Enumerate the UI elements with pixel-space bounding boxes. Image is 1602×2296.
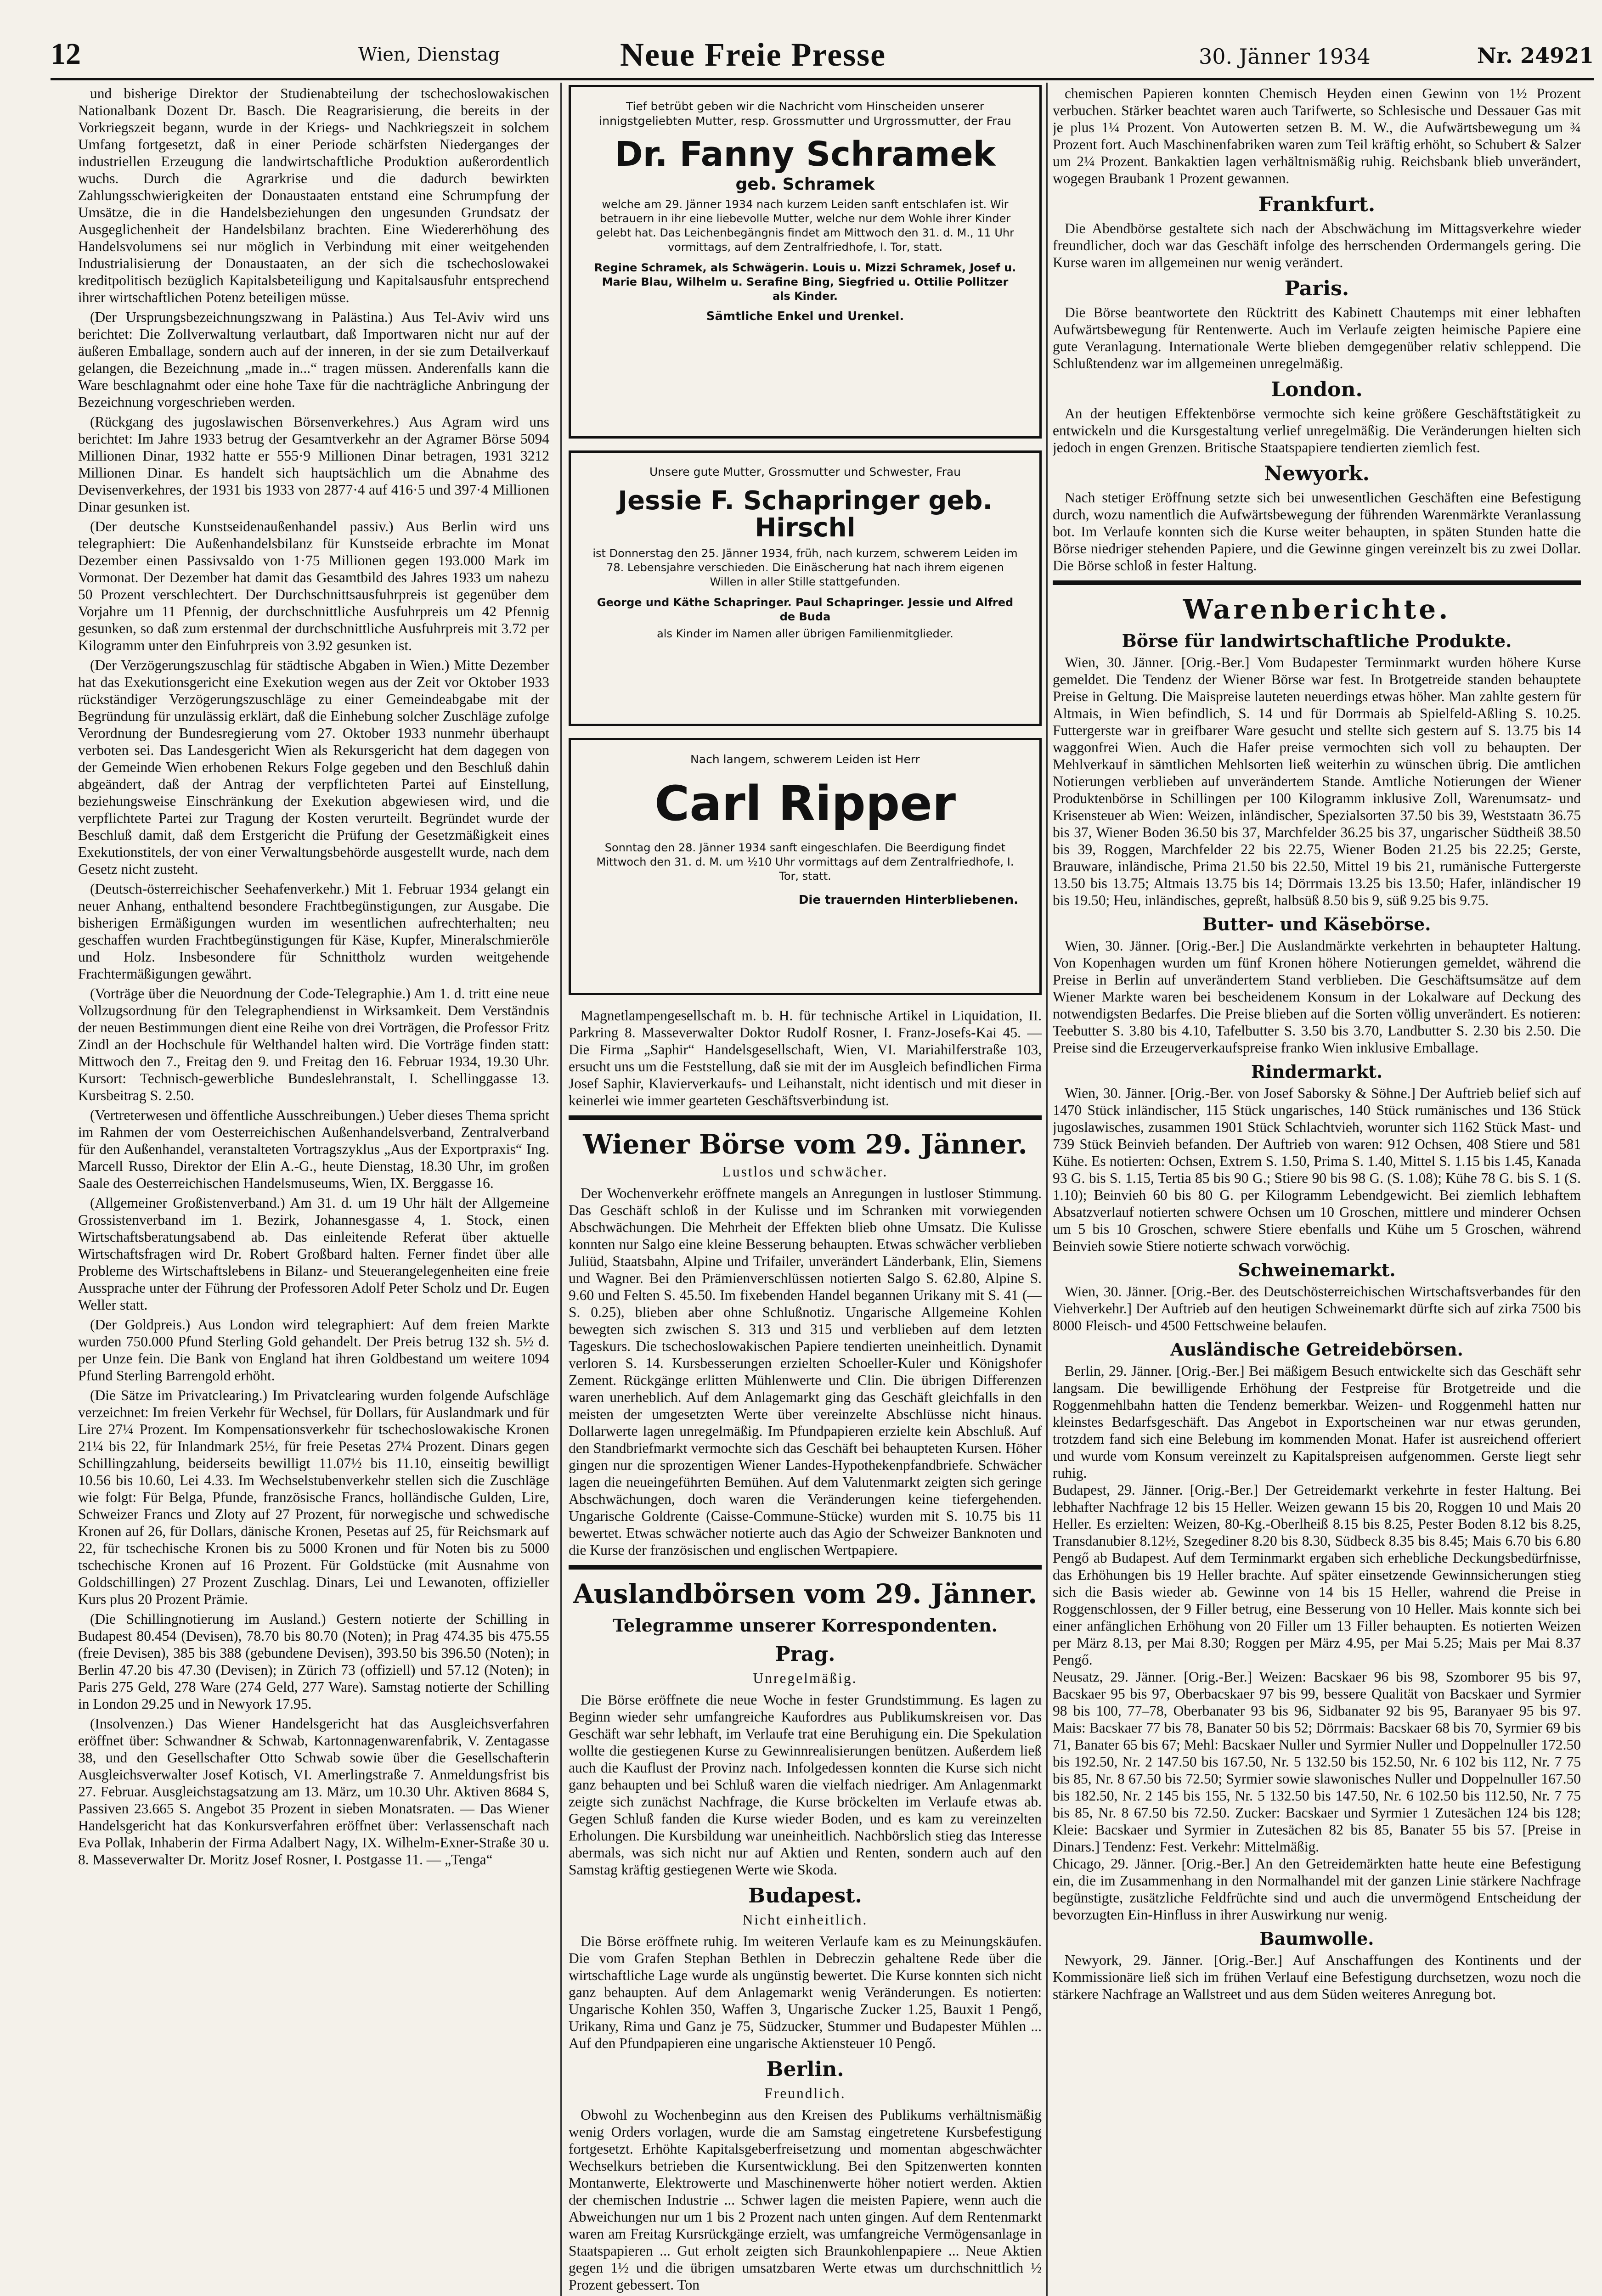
article-paragraph: Magnetlampengesellschaft m. b. H. für technische Artikel in Liquidation, II. Parkring 8. Masseverwalter Doktor Rudolf Rosner, I. Franz-Josefs-Kai 45. — Die Firma „Saphir“ Handelsgesellschaft, Wien, VI. Mariahilferstraße 103, ersucht uns um die Feststellung, daß sie mit der im Ausgleich befindlichen Firma Josef Saphir, Klavierverkaufs- und Leihanstalt, nicht identisch und mit dieser in keinerlei wie immer gearteten Geschäftsverbindung ist. [569,1007,1042,1109]
obituary-signature: Die trauernden Hinterbliebenen. [798,893,1018,907]
article-paragraph: Obwohl zu Wochenbeginn aus den Kreisen des Publikums verhältnismäßig wenig Orders vorlagen, wurde die am Samstag eingetretene Kursbefestigung fortgesetzt. Erhöhte Kapitalsgeberfreisetzung und momentan abgeschwächter Wechselkurs betrieben die Kursentwicklung. Bei den Spitzenwerten konnten Montanwerte, Elektrowerte und Maschinenwerte höher notiert werden. Aktien der chemischen Industrie ... Schwer lagen die meisten Papiere, wenn auch die Abweichungen nur um 1 bis 2 Prozent nach unten gingen. Auf dem Rentenmarkt waren am Freitag Kursrückgänge erzielt, was umfangreiche Vermögensanlage in Staatspapieren ... Gut erholt zeigten sich Braunkohlenpapiere ... Neue Aktien gegen 1½ und die übrigen umsatzbaren Werte etwas um durchschnittlich ½ Prozent gebessert. Ton [569,2107,1042,2293]
section-heading: Auslandbörsen vom 29. Jänner. [573,1578,1038,1609]
city-heading: Prag. [775,1643,835,1666]
city-heading: Budapest. [748,1884,862,1908]
obituary-notice [569,85,1042,439]
article-paragraph: (Allgemeiner Großistenverband.) Am 31. d. um 19 Uhr hält der Allgemeine Grossistenverband im 1. Bezirk, Johannesgasse 4, 1. Stock, einen Wirtschaftsberatungsabend ab. Das einleitende Referat über aktuelle Wirtschaftsfragen wird Dr. Robert Großbard halten. Ferner findet über alle Probleme des Wirtschaftslebens in Bilanz- und Steuerangelegenheiten eine freie Aussprache unter der Führung der Professoren Adolf Peter Scholz und Dr. Eugen Weller statt. [78,1195,549,1313]
section-rule [569,1565,1042,1570]
article-paragraph: (Vorträge über die Neuordnung der Code-Telegraphie.) Am 1. d. tritt eine neue Vollzugsordnung für den Telegraphendienst in Wirksamkeit. Dem Verständnis der neuen Bestimmungen dient eine Reihe von drei Vorträgen, die Professor Fritz Zindl an der Hochschule für Welthandel halten wird. Die Vorträge finden statt: Mittwoch den 7., Freitag den 9. und Freitag den 16. Februar 1934, 19.30 Uhr. Kursort: Technisch-gewerbliche Bundeslehranstalt, I. Schellinggasse 13. Kursbeitrag S. 2.50. [78,985,549,1103]
article-paragraph: (Deutsch-österreichischer Seehafenverkehr.) Mit 1. Februar 1934 gelangt ein neuer Anhang, enthaltend besondere Frachtbegünstigungen, zur Ausgabe. Die bisherigen Ermäßigungen wurden im wesentlichen aufrechterhalten; neu geschaffen wurden Frachtbegünstigungen für Käse, Kupfer, Mineralschmieröle und Holz. Insbesondere für Schnittholz wurden weitgehende Frachtermäßigungen gewährt. [78,881,549,982]
market-heading: Butter- und Käsebörse. [1202,914,1431,934]
tendency-label: Freundlich. [764,2085,846,2101]
obituary-name: Carl Ripper [654,776,956,832]
article-paragraph: Die Abendbörse gestaltete sich nach der Abschwächung im Mittagsverkehre wieder freundlicher, doch war das Geschäft infolge des herrschenden Ordermangels gering. Die Kurse waren im allgemeinen nur wenig verändert. [1053,220,1581,270]
article-paragraph: (Insolvenzen.) Das Wiener Handelsgericht hat das Ausgleichsverfahren eröffnet über: Schwandner & Schwab, Kartonnagenwarenfabrik, V. Zentagasse 38, und den Gesellschafter Otto Schwab sowie über die Gesellschafterin Ausgleichsverwalter Josef Kotisch, VI. Amerlingstraße 7. Anmeldungsfrist bis 27. Februar. Ausgleichstagsatzung am 13. März, um 10.30 Uhr. Aktiven 8684 S, Passiven 23.665 S. Angebot 35 Prozent in sieben Monatsraten. — Das Wiener Handelsgericht hat das Konkursverfahren eröffnet über: Verlassenschaft nach Eva Pollak, Inhaberin der Firma Adalbert Nagy, IX. Wilhelm-Exner-Straße 30 u. 8. Masseverwalter Dr. Moritz Josef Rosner, I. Postgasse 11. — „Tenga“ [78,1716,549,1868]
page-header [51,32,1594,76]
obituary-intro: Tief betrübt geben wir die Nachricht vom Hinscheiden unserer innigstgeliebten Mutter, resp. Grossmutter und Urgrossmutter, der Frau [599,100,1011,128]
article-paragraph: (Der Verzögerungszuschlag für städtische Abgaben in Wien.) Mitte Dezember hat das Exekutionsgericht eine Exekution wegen aus der Zeit vor Oktober 1933 rückständiger Verzögerungszuschläge zu einer Gemeindeabgabe mit der Begründung für unzulässig erklärt, daß die Einhebung solcher Zuschläge zufolge Verordnung der Bundesregierung vom 27. Oktober 1933 nunmehr überhaupt verboten sei. Das Landesgericht Wien als Rekursgericht hat dem dagegen von der Gemeinde Wien erhobenen Rekurs Folge gegeben und den Beschluß dahin abgeändert, daß der Antrag der verpflichteten Partei auf Einstellung, beziehungsweise Einschränkung der Exekution abgewiesen wird, und die verpflichtete Partei zur Tragung der Kosten verurteilt. Begründet wurde der Beschluß damit, daß dem Erstgericht die Prüfung der Gesetzmäßigkeit eines Exekutionstitels, der von einer Verwaltungsbehörde ausgestellt wurde, nach dem Gesetz nicht zusteht. [78,657,549,877]
article-paragraph: (Die Schillingnotierung im Ausland.) Gestern notierte der Schilling in Budapest 80.454 (Devisen), 78.70 bis 80.70 (Noten); in Prag 474.35 bis 475.55 (freie Devisen), 385 bis 388 (gebundene Devisen), 393.50 bis 396.50 (Noten); in Berlin 47.20 bis 47.30 (Devisen); in Zürich 73 (offiziell) und 57.12 (Noten); in Paris 275 Geld, 278 Ware (274 Geld, 277 Ware). Samstag notierte der Schilling in London 29.25 und in Newyork 17.95. [78,1611,549,1712]
article-paragraph: (Der Ursprungsbezeichnungszwang in Palästina.) Aus Tel-Aviv wird uns berichtet: Die Zollverwaltung verlautbart, daß Importwaren nicht nur auf der äußeren Emballage, sondern auch auf der inneren, in der sie zum Detailverkauf gelangen, die Bezeichnung „made in...“ tragen müssen. Anderenfalls kann die Ware beschlagnahmt oder eine hohe Taxe für die nachträgliche Anbringung der Bezeichnung vorgeschrieben werden. [78,309,549,410]
issue-date: 30. Jänner 1934 [1199,44,1371,69]
obituary-family: George und Käthe Schapringer. Paul Schapringer. Jessie und Alfred de Buda [597,596,1014,623]
obituary-body: welche am 29. Jänner 1934 nach kurzem Leiden sanft entschlafen ist. Wir betrauern in ihr eine liebevolle Mutter, welche nur dem Wohle ihrer Kinder gelebt hat. Das Leichenbegängnis findet am Mittwoch den 31. d. M., 11 Uhr vormittags, auf dem Zentralfriedhofe, I. Tor, statt. [596,197,1014,253]
market-heading: Baumwolle. [1259,1928,1374,1949]
obituary-body: Sonntag den 28. Jänner 1934 sanft eingeschlafen. Die Beerdigung findet Mittwoch den 31. d. M. um ½10 Uhr vormittags auf dem Zentralfriedhofe, I. Tor, statt. [596,841,1014,883]
article-paragraph: Nach stetiger Eröffnung setzte sich bei unwesentlichen Geschäften eine Befestigung durch, wozu namentlich die Aufwärtsbewegung der führenden Warenmärkte Veranlassung bot. Im Verlaufe konnten sich die Kurse weiter behaupten, in späten Stunden hatte die Börse niedriger stehenden Papiere, und die Gewinne gingen vereinzelt bis zu zwei Dollar. Die Börse schloß in fester Haltung. [1053,490,1581,574]
column-1 [78,85,549,2296]
article-paragraph: Wien, 30. Jänner. [Orig.-Ber. von Josef Saborsky & Söhne.] Der Auftrieb belief sich auf 1470 Stück inländischer, 115 Stück ungarisches, 140 Stück rumänisches und 136 Stück jugoslawisches, zusammen 1901 Stück Schlachtvieh, worunter sich 1162 Stück Mast- und 739 Stück Beinvieh befanden. Der Auftrieb von waren: 912 Ochsen, 408 Stiere und 581 Kühe. Es notierten: Ochsen, Extrem S. 1.50, Prima S. 1.40, Mittel S. 1.15 bis 1.45, Kanada 93 G. bis S. 1.15, Tertia 85 bis 90 G.; Stiere 90 bis 98 G. (S. 1.08); Kühe 78 G. bis S. 1 (S. 1.10); Beinvieh 60 bis 80 G. per Kilogramm Lebendgewicht. Bei ziemlich lebhaftem Absatzverlauf notierten schwere Ochsen um 10 Groschen, mittlere und minderer Ochsen um 5 bis 10 Groschen, schwere Stiere ebenfalls und Kühe um 5 Groschen, während Beinvieh sowie Stiere notierte schwach vorwöchig. [1053,1085,1581,1254]
article-paragraph: Die Börse eröffnete die neue Woche in fester Grundstimmung. Es lagen zu Beginn wieder sehr umfangreiche Kaufordres aus Publikumskreisen vor. Das Geschäft war sehr lebhaft, im Verlaufe trat eine Beruhigung ein. Die Spekulation wollte die gestiegenen Kurse zu Gewinnrealisierungen benützen. Außerdem ließ auch die Kauflust der Provinz nach. Infolgedessen konnten die Kurse sich nicht ganz behaupten und bei Schluß waren die vielfach niedriger. Am Anlagenmarkt zeigte sich zunächst Nachfrage, die Kurse bröckelten im Verlaufe etwas ab. Gegen Schluß fanden die Kurse wieder Boden, und es kam zu vereinzelten Erholungen. Die Kursbildung war uneinheitlich. Nachbörslich stieg das Interesse abermals, was sich nicht nur auf Aktien und Renten, sondern auch auf den Samstag kräftig gestiegenen Werte wie Skoda. [569,1692,1042,1878]
page-number: 12 [51,37,81,71]
issue-number: Nr. 24921 [1477,43,1594,68]
column-rule [560,83,562,2296]
city-heading: Newyork. [1264,462,1370,485]
obituary-notice [569,738,1042,995]
city-heading: Paris. [1284,277,1349,300]
section-subheading: Telegramme unserer Korrespondenten. [613,1615,998,1636]
article-paragraph: (Rückgang des jugoslawischen Börsenverkehres.) Aus Agram wird uns berichtet: Im Jahre 1933 betrug der Gesamtverkehr an der Agramer Börse 5094 Millionen Dinar, 1932 hatte er 555·9 Millionen Dinar betragen, 1931 3212 Millionen Dinar. Es handelt sich hauptsächlich um die Abnahme des Devisenverkehres, der 1931 bis 1933 von 2877·4 auf 416·5 und 397·4 Millionen Dinar gesunken ist. [78,414,549,515]
article-paragraph: Der Wochenverkehr eröffnete mangels an Anregungen in lustloser Stimmung. Das Geschäft schloß in der Kulisse und im Schranken mit vorwiegenden Abschwächungen. Die Mehrheit der Effekten blieb ohne Umsatz. Die Kulisse konnten nur Salgo eine kleine Besserung behaupten. Etwas schwächer verblieben Juliüd, Staatsbahn, Alpine und Trifailer, unverändert Länderbank, Elin, Siemens und Wagner. Bei den Prämienverschlüssen notierten Salgo S. 62.80, Alpine S. 9.60 und Felten S. 45.50. Im fixebenden Handel begannen Urikany mit S. 41 (— S. 0.25), blieben aber ohne Schlußnotiz. Ungarische Allgemeine Kohlen bewegten sich zwischen S. 313 und 315 und verblieben auf dem letzten Tageskurs. Die tschechoslowakischen Papiere tendierten uneinheitlich. Dynamit verloren S. 14. Kursbesserungen erzielten Schoeller-Kuler und Königshofer Zement. Rückgänge erlitten Mühlenwerte und Clin. Die übrigen Differenzen waren unerheblich. Auf dem Anlagemarkt ging das Geschäft gleichfalls in den meisten der umgesetzten Werte über vereinzelte Abschlüsse nicht hinaus. Dollarwerte lagen unregelmäßig. Im Pfundpapieren erzielte kein Abschluß. Auf den Standbriefmarkt vermochte sich das Geschäft bei behaupteten Kursen. Höher gingen nur die sprozentigen Wiener Landes-Hypothekenpfandbriefe. Schwächer lagen die neueingeführten Bemühen. Auf dem Valutenmarkt zeigten sich geringe Abschwächungen, doch waren die Veränderungen keine tiefergehenden. Ungarische Goldrente (Caisse-Commune-Stücke) wurden mit S. 10.75 bis 11 bewertet. Etwas schwächer notierte auch das Agio der Schweizer Banknoten und die Kurse der französischen und englischen Wertpapiere. [569,1185,1042,1558]
article-paragraph: An der heutigen Effektenbörse vermochte sich keine größere Geschäftstätigkeit zu entwickeln und die Kursgestaltung verlief unregelmäßig. Die Veränderungen hielten sich jedoch in engen Grenzen. Britische Staatspapiere tendierten ziemlich fest. [1053,405,1581,456]
city-heading: London. [1271,378,1363,401]
obituary-family: Regine Schramek, als Schwägerin. Louis u. Mizzi Schramek, Josef u. Marie Blau, Wilhelm u. Serafine Bing, Siegfried u. Ottilie Pollitzer als Kinder. [594,261,1016,303]
obituary-signature: als Kinder im Namen aller übrigen Familienmitglieder. [657,627,953,640]
column-2 [569,85,1042,2296]
obituary-body: ist Donnerstag den 25. Jänner 1934, früh, nach kurzem, schwerem Leiden im 78. Lebensjahre verschieden. Die Einäscherung hat nach ihrem eigenen Willen in aller Stille stattgefunden. [592,546,1018,588]
dateline-place: Wien, Dienstag [358,44,500,65]
obituary-name: Dr. Fanny Schramek [615,135,996,174]
article-paragraph: Die Börse eröffnete ruhig. Im weiteren Verlaufe kam es zu Meinungskäufen. Die vom Grafen Stephan Bethlen in Debreczin gehaltene Rede über die wirtschaftliche Lage wurde als ungünstig bewertet. Die Kurse konnten sich nicht ganz behaupten. Auf dem Anlagemarkt wenig Veränderungen. Es notierten: Ungarische Kohlen 350, Waffen 3, Ungarische Zucker 1.25, Bauxit 1 Pengő, Urikany, Rima und Ganz je 75, Südzucker, Stummer und Budapester Mühlen ... Auf den Pfundpapieren eine ungarische Aktiensteuer 10 Pengő. [569,1933,1042,2051]
obituary-maiden-name: geb. Schramek [735,174,875,194]
section-rule [569,1115,1042,1120]
market-heading: Schweinemarkt. [1238,1260,1396,1280]
market-heading: Börse für landwirtschaftliche Produkte. [1122,630,1512,651]
article-paragraph: Berlin, 29. Jänner. [Orig.-Ber.] Bei mäßigem Besuch entwickelte sich das Geschäft sehr langsam. Die bewilligende Erhöhung der Festpreise für Brotgetreide und die Roggenmehlbahn hatten die Tendenz bemerkbar. Weizen- und Roggenmehl hatten nur kleinstes Bedarfsgeschäft. Das Angebot in Exportscheinen war nur etwas gerunden, trotzdem fand sich eine Belebung im kommenden Monat. Hafer ist ausreichend offeriert und wurde vom Konsum vereinzelt zu Kapitalspreisen aufgenommen. Gerste liegt sehr ruhig. Budapest, 29. Jänner. [Orig.-Ber.] Der Getreidemarkt verkehrte in fester Haltung. Bei lebhafter Nachfrage 12 bis 15 Heller. Weizen gewann 15 bis 20, Roggen 10 und Mais 20 Heller. Es erzielten: Weizen, 80-Kg.-Oberlheiß 8.15 bis 8.25, Pester Boden 8.12 bis 8.25, Transdanubier 8.12½, Szegediner 8.20 bis 8.30, Südbeck 8.35 bis 8.45; Mais 6.70 bis 6.80 Pengő ab Budapest. Auf dem Terminmarkt ergaben sich erhebliche Deckungsbedürfnisse, das Erhöhungen bis 19 Heller brachte. Auf später einsetzende Gewinnsicherungen stieg sich die Basis wieder ab. Gewinne von 14 bis 15 Heller, wahrend die Preise in Roggenschlossen, der 9 Filler betrug, eine Besserung von 10 Heller. Mais konnte sich bei einer anfänglichen Erhöhung von 20 Filler um 13 Filler behaupten. Es notierten Weizen per März 8.13, per Mai 8.30; Roggen per März 4.95, per Mai 5.25; Mais per Mai 8.37 Pengő. Neusatz, 29. Jänner. [Orig.-Ber.] Weizen: Bacskaer 96 bis 98, Szomborer 95 bis 97, Bacskaer 95 bis 97, Oberbacskaer 97 bis 99, bessere Qualität von Bacskaer und Syrmier 98 bis 100, 77–78, Oberbanater 93 bis 96, Sidbanater 92 bis 95, Baranyaer 95 bis 97. Mais: Bacskaer 77 bis 78, Banater 50 bis 52; Dörrmais: Bacskaer 68 bis 70, Syrmier 69 bis 71, Banater 65 bis 67; Mehl: Bacskaer Nuller und Syrmier Nuller und Doppelnuller 172.50 bis 192.50, Nr. 2 147.50 bis 167.50, Nr. 5 132.50 bis 152.50, Nr. 6 102 bis 112, Nr. 7 75 bis 85, Nr. 8 67.50 bis 72.50; Syrmier sowie slawonisches Nuller und Doppelnuller 167.50 bis 182.50, Nr. 2 145 bis 155, Nr. 5 132.50 bis 147.50, Nr. 6 102.50 bis 112.50, Nr. 7 75 bis 85, Nr. 8 67.50 bis 72.50. Zucker: Bacskaer und Syrmier 1 Zutesächen 124 bis 128; Kleie: Bacskaer und Syrmier in Zutesächen 82 bis 85, Banater 55 bis 57. [Preise in Dinars.] Tendenz: Fest. Verkehr: Mittelmäßig. Chicago, 29. Jänner. [Orig.-Ber.] An den Getreidemärkten hatte heute eine Befestigung ein, die im Zusammenhang in den Normalhandel mit der ganzen Linie stärkere Nachfrage begünstigte, zusätzliche Feldfrüchte sind und auch die unvermögend Entscheidung der bevorzugten Ein-Hinfluss in ihrer Auswirkung nur wenig. [1053,1363,1581,1923]
tendency-label: Unregelmäßig. [753,1670,857,1686]
article-paragraph: Wien, 30. Jänner. [Orig.-Ber.] Die Auslandmärkte verkehrten in behaupteter Haltung. Von Kopenhagen wurden um fünf Kronen höhere Notierungen gemeldet, während die Preise in Berlin auf unverändertem Stand verblieben. Die Geschäftsumsätze auf dem Wiener Markte waren bei bescheidenem Konsum in der Lokalware auf Deckung des notwendigsten Bedarfes. Die Preise blieben auf die Sorten völlig unverändert. Es notieren: Teebutter S. 3.80 bis 4.10, Tafelbutter S. 3.50 bis 3.70, Landbutter S. 2.30 bis 2.50. Die Preise sind die Erzeugerverkaufspreise franko Wien inklusive Emballage. [1053,938,1581,1056]
section-heading: Warenberichte. [1183,594,1451,625]
column-rule [1046,83,1048,2296]
section-heading: Wiener Börse vom 29. Jänner. [583,1129,1027,1160]
article-paragraph: Wien, 30. Jänner. [Orig.-Ber.] Vom Budapester Terminmarkt wurden höhere Kurse gemeldet. Die Tendenz der Wiener Börse war fest. In Brotgetreide standen behauptete Preise in Geltung. Die Maispreise lauteten neuerdings etwas höher. Man zahlte gestern für Altmais, in Wien befindlich, S. 14 und für Dorrmais ab Spielfeld-Aßling S. 10.25. Futtergerste war in greifbarer Ware gesucht und stellte sich gestern auf S. 13.75 bis 14 waggonfrei Wien. Auch die Hafer preise vermochten sich voll zu behaupten. Der Mehlverkauf in sämtlichen Mehlsorten ließ weiterhin zu wünschen übrig. Die amtlichen Notierungen verblieben auf unverändertem Stande. Amtliche Notierungen der Wiener Produktenbörse in Schillingen per 100 Kilogramm inklusive Zoll, Warenumsatz- und Krisensteuer ab Wien: Weizen, inländischer, Spezialsorten 37.50 bis 39, Weststaatn 36.75 bis 37, Wiener Boden 36.50 bis 37, Marchfelder 36.25 bis 37, ungarischer Südtheiß 38.50 bis 39, Roggen, Marchfelder 22 bis 22.75, Wiener Boden 21.25 bis 22.25; Gerste, Brauware, inländische, Prima 21.50 bis 22.50, Mittel 19 bis 21, rumänische Futtergerste 13.50 bis 13.75; Altmais 13.75 bis 14; Dörrmais 13.25 bis 13.50; Hafer, inländischer 19 bis 19.50; Heu, inländisches, gepreßt, halbsüß 8.50 bis 9, süß 9.25 bis 9.75. [1053,654,1581,908]
market-heading: Rindermarkt. [1251,1061,1383,1082]
article-paragraph: Newyork, 29. Jänner. [Orig.-Ber.] Auf Anschaffungen des Kontinents und der Kommissionäre ließ sich im frühen Verlauf eine Befestigung durchsetzen, wozu noch die stärkere Nachfrage an Wallstreet und aus dem Süden weiteres Anregung bot. [1053,1952,1581,2002]
article-paragraph: chemischen Papieren konnten Chemisch Heyden einen Gewinn von 1½ Prozent verbuchen. Stärker beachtet waren auch Tarifwerte, so Schlesische und Dessauer Gas mit je plus 1¼ Prozent. Von Autowerten setzen B. M. W., die Aufwärtsbewegung um ¾ Prozent fort. Auch Maschinenfabriken waren zum Teil kräftig erhöht, so Schubert & Salzer um 2¼ Prozent. Bankaktien lagen verhältnismäßig ruhig. Reichsbank blieb unverändert, wogegen Braubank 1 Prozent gewannen. [1053,85,1581,186]
city-heading: Berlin. [766,2058,844,2081]
header-rule [51,78,1594,80]
section-rule [1053,580,1581,585]
tendency-label: Nicht einheitlich. [742,1912,868,1928]
article-paragraph: und bisherige Direktor der Studienabteilung der tschechoslowakischen Nationalbank Dozent Dr. Basch. Die Reagrarisierung, die bereits in der Vorkriegszeit begann, wurde in der Kriegs- und Nachkriegszeit in solchem Umfang fortgesetzt, daß in einer Periode schärfsten Niederganges der industriellen Erzeugung die landwirtschaftliche Produktion außerordentlich wuchs. Durch die Agrarkrise und die dadurch bewirkten Zahlungsschwierigkeiten der Donaustaaten entstand eine Schrumpfung der Umsätze, die in die Handelsbeziehungen den ungesunden Grundsatz der Ausgeglichenheit der Handelsbilanz brachten. Eine Wiedererhöhung des Handelsvolumens sei nur möglich in Verbindung mit einer weitgehenden Industrialisierung der Donaustaaten, an der sich die tschechoslowakei kreditpolitisch bezüglich Kapitalsbeteiligung und Kapitalsausfuhr entsprechend ihrer wirtschaftlichen Potenz beteiligen müsse. [78,85,549,305]
column-3 [1053,85,1581,2296]
newspaper-title: Neue Freie Presse [620,36,886,73]
article-paragraph: Die Börse beantwortete den Rücktritt des Kabinett Chautemps mit einer lebhaften Aufwärtsbewegung für Rentenwerte. Auch im Verlaufe zeigten heimische Papiere eine gute Veranlagung. Internationale Werte blieben demgegenüber relativ schleppend. Die Schlußtendenz war im allgemeinen unregelmäßig. [1053,304,1581,371]
article-paragraph: (Vertreterwesen und öffentliche Ausschreibungen.) Ueber dieses Thema spricht im Rahmen der vom Oesterreichischen Außenhandelsverband, Zentralverband für den Außenhandel, veranstalteten Vortragszyklus „Aus der Exportpraxis“ Ing. Marcell Russo, Direktor der Elin A.-G., heute Dienstag, 18.30 Uhr, im großen Saale des Oesterreichischen Handelsmuseums, Wien, IX. Berggasse 16. [78,1107,549,1191]
obituary-notice [569,450,1042,726]
obituary-intro: Unsere gute Mutter, Grossmutter und Schwester, Frau [649,465,961,478]
obituary-intro: Nach langem, schwerem Leiden ist Herr [690,753,920,766]
article-paragraph: (Der deutsche Kunstseidenaußenhandel passiv.) Aus Berlin wird uns telegraphiert: Die Außenhandelsbilanz für Kunstseide erbrachte im Monat Dezember einen Passivsaldo von 1·75 Millionen gegen 193.000 Mark im Vormonat. Der Dezember hat damit das Gesamtbild des Jahres 1933 um nahezu 50 Prozent verschlechtert. Der Durchschnittsausfuhrpreis ist gegenüber dem Vorjahre um 11 Pfennig, der durchschnittliche Ausfuhrpreis um 42 Pfennig gesunken, so daß zum erstenmal der durchschnittliche Ausfuhrpreis mit 3.72 per Kilogramm unter den Einfuhrpreis von 3.92 gesunken ist. [78,518,549,653]
city-heading: Frankfurt. [1258,193,1376,216]
obituary-name: Jessie F. Schapringer geb. Hirschl [618,486,993,543]
article-paragraph: Wien, 30. Jänner. [Orig.-Ber. des Deutschösterreichischen Wirtschaftsverbandes für den Viehverkehr.] Der Auftrieb auf den heutigen Schweinemarkt dürfte sich auf zirka 7500 bis 8000 Fleisch- und 4500 Fettschweine belaufen. [1053,1283,1581,1334]
section-subheading: Lustlos und schwächer. [722,1164,888,1180]
article-paragraph: (Der Goldpreis.) Aus London wird telegraphiert: Auf dem freien Markte wurden 750.000 Pfund Sterling Gold gehandelt. Der Preis betrug 132 sh. 5½ d. per Unze fein. Die Bank von England hat ihren Goldbestand um weitere 1094 Pfund Sterling Barrengold erhöht. [78,1317,549,1384]
market-heading: Ausländische Getreidebörsen. [1170,1339,1463,1360]
obituary-signature: Sämtliche Enkel und Urenkel. [706,309,904,323]
article-paragraph: (Die Sätze im Privatclearing.) Im Privatclearing wurden folgende Aufschläge verzeichnet: Im freien Verkehr für Wechsel, für Dollars, für Auslandmark und für Lire 27¼ Prozent. Im Kompensationsverkehr für tschechoslowakische Kronen 21¼ bis 22, für Inlandmark 25½, für freie Pesetas 27¼ Prozent. Dinars gegen Schillingzahlung, beiderseits bewilligt 11.07½ bis 11.10, einseitig bewilligt 10.56 bis 10.60, Lei 4.33. Im Wechselstubenverkehr stellen sich die Zuschläge wie folgt: Für Belga, Pfunde, französische Francs, holländische Gulden, Lire, Schweizer Francs und Zloty auf 27 Prozent, für norwegische und schwedische Kronen auf 26, für Dollars, dänische Kronen, Pesetas auf 25, für Reichsmark auf 22, für tschechische Kronen bis zu 5000 Kronen und für Noten bis zu 5000 tschechische Kronen auf 16 Prozent. Für Goldstücke (mit Ausnahme von Goldschillingen) 27 Prozent Zuschlag. Dinars, Lei und Lewanoten, offizieller Kurs plus 20 Prozent Prämie. [78,1387,549,1607]
